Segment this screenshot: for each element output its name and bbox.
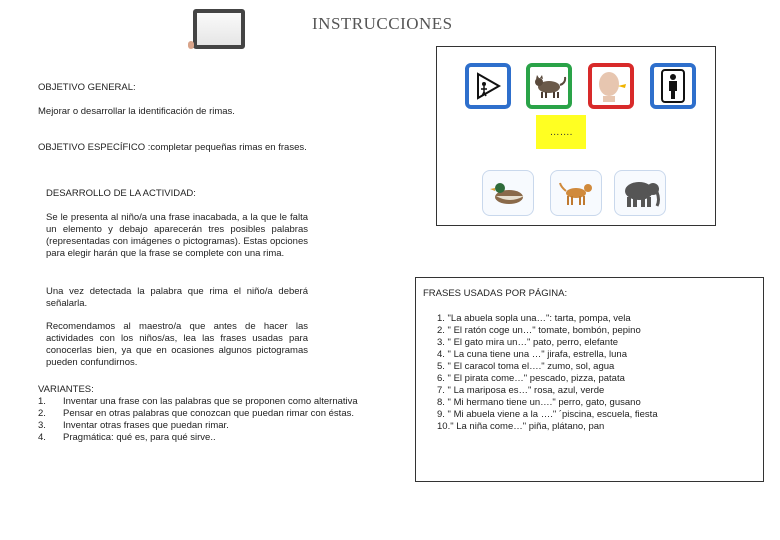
list-item: 7. " La mariposa es…" rosa, azul, verde — [437, 385, 605, 396]
cat-pictogram-icon — [526, 63, 572, 109]
list-item: 3. " El gato mira un…" pato, perro, elefante — [437, 337, 619, 348]
elephant-option-icon[interactable] — [614, 170, 666, 216]
list-item: 8. " Mi hermano tiene un…." perro, gato, gusano — [437, 397, 641, 408]
tablet-icon — [193, 9, 245, 49]
frases-heading: FRASES USADAS POR PÁGINA: — [423, 288, 568, 299]
desarrollo-paragraph-2: Una vez detectada la palabra que rima el niño/a deberá señalarla. — [46, 286, 308, 309]
list-item: 9. " Mi abuela viene a la …." ´piscina, escuela, fiesta — [437, 409, 658, 420]
list-item: 2. " El ratón coge un…" tomate, bombón, pepino — [437, 325, 641, 336]
blank-word-box: ……. — [536, 115, 586, 149]
variantes-heading: VARIANTES: — [38, 384, 94, 395]
list-item: 10." La niña come…" piña, plátano, pan — [437, 421, 605, 432]
list-item: 4. " La cuna tiene una …" jirafa, estrella, luna — [437, 349, 627, 360]
list-item: 4. Pragmática: qué es, para qué sirve.. — [38, 432, 216, 443]
desarrollo-paragraph-3: Recomendamos al maestro/a que antes de hacer las actividades con los niños/as, lea las frases usadas para conocerlas bien, ya que en ocasiones algunos pictogramas pueden confundirnos. — [46, 321, 308, 368]
objetivo-general-label: OBJETIVO GENERAL: — [38, 82, 136, 93]
list-item: 5. " El caracol toma el…." zumo, sol, agua — [437, 361, 615, 372]
duck-option-icon[interactable] — [482, 170, 534, 216]
page-title: INSTRUCCIONES — [312, 14, 453, 33]
person-pictogram-icon — [650, 63, 696, 109]
list-item: 3. Inventar otras frases que puedan rimar. — [38, 420, 229, 431]
objetivo-especifico: OBJETIVO ESPECÍFICO :completar pequeñas rimas en frases. — [38, 142, 307, 153]
list-item: 1. Inventar una frase con las palabras que se proponen como alternativa — [38, 396, 358, 407]
play-pictogram-icon — [465, 63, 511, 109]
variantes-list — [38, 396, 383, 444]
dog-option-icon[interactable] — [550, 170, 602, 216]
list-item: 2. Pensar en otras palabras que conozcan que puedan rimar con éstas. — [38, 408, 354, 419]
objetivo-general-text: Mejorar o desarrollar la identificación de rimas. — [38, 106, 235, 117]
desarrollo-heading: DESARROLLO DE LA ACTIVIDAD: — [46, 188, 196, 199]
list-item: 6. " El pirata come…" pescado, pizza, patata — [437, 373, 625, 384]
list-item: 1. "La abuela sopla una…": tarta, pompa, vela — [437, 313, 631, 324]
frases-list — [430, 313, 658, 433]
head-pictogram-icon — [588, 63, 634, 109]
desarrollo-paragraph-1: Se le presenta al niño/a una frase inacabada, a la que le falta un elemento y debajo aparecerán tres posibles palabras (representadas con imágenes o pictogramas). Estas opciones para elegir harán que la frase se complete con una rima. — [46, 212, 308, 259]
